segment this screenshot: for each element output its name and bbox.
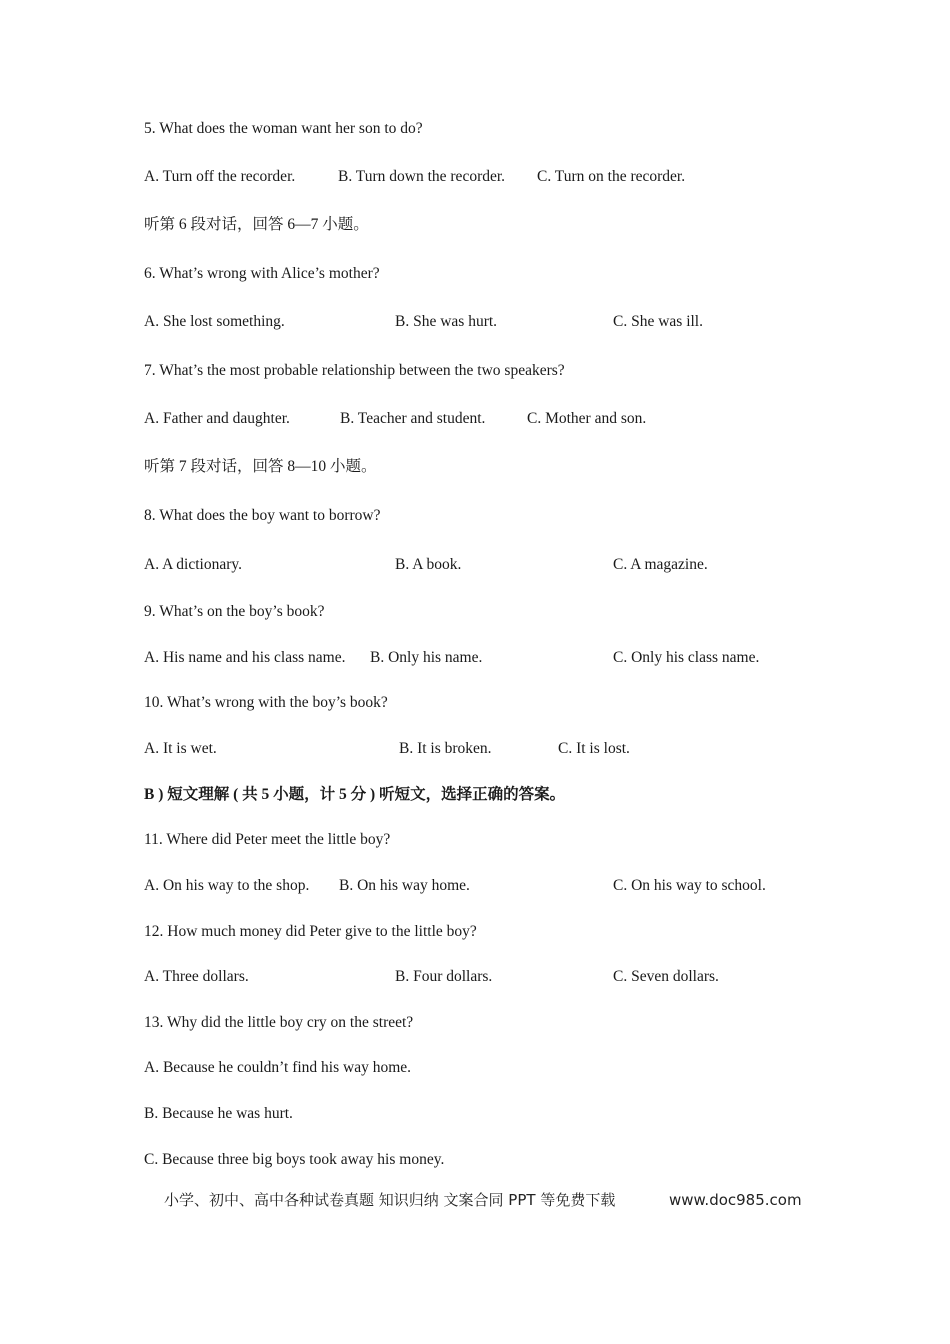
option-6a: A. She lost something. [144, 313, 285, 330]
option-6c: C. She was ill. [613, 313, 703, 330]
option-6b: B. She was hurt. [395, 313, 498, 330]
question-6: 6. What’s wrong with Alice’s mother? [144, 265, 380, 282]
question-5: 5. What does the woman want her son to do? [144, 120, 423, 137]
footer-url: www.doc985.com [669, 1191, 802, 1209]
question-11: 11. Where did Peter meet the little boy? [144, 831, 391, 848]
option-11c: C. On his way to school. [613, 877, 766, 894]
option-8a: A. A dictionary. [144, 556, 243, 573]
option-13c: C. Because three big boys took away his money. [144, 1151, 445, 1168]
question-13: 13. Why did the little boy cry on the street? [144, 1014, 414, 1031]
option-7a: A. Father and daughter. [144, 410, 290, 427]
option-10b: B. It is broken. [399, 740, 492, 757]
option-11b: B. On his way home. [339, 877, 470, 894]
option-5b: B. Turn down the recorder. [338, 168, 506, 185]
question-12: 12. How much money did Peter give to the little boy? [144, 923, 477, 940]
option-10c: C. It is lost. [558, 740, 630, 757]
option-12b: B. Four dollars. [395, 968, 493, 985]
question-8: 8. What does the boy want to borrow? [144, 507, 381, 524]
option-10a: A. It is wet. [144, 740, 217, 757]
option-8b: B. A book. [395, 556, 462, 573]
question-7: 7. What’s the most probable relationship between the two speakers? [144, 362, 565, 379]
footer-text: 小学、初中、高中各种试卷真题 知识归纳 文案合同 PPT 等免费下载 [164, 1191, 616, 1209]
option-9c: C. Only his class name. [613, 649, 760, 666]
option-5a: A. Turn off the recorder. [144, 168, 296, 185]
dialog-6-instruction: 听第 6 段对话，回答 6—7 小题。 [144, 216, 369, 233]
question-10: 10. What’s wrong with the boy’s book? [144, 694, 388, 711]
question-9: 9. What’s on the boy’s book? [144, 603, 325, 620]
option-9a: A. His name and his class name. [144, 649, 346, 666]
option-9b: B. Only his name. [370, 649, 483, 666]
option-7b: B. Teacher and student. [340, 410, 486, 427]
option-5c: C. Turn on the recorder. [537, 168, 686, 185]
option-8c: C. A magazine. [613, 556, 708, 573]
option-13b: B. Because he was hurt. [144, 1105, 293, 1122]
option-7c: C. Mother and son. [527, 410, 647, 427]
option-11a: A. On his way to the shop. [144, 877, 310, 894]
dialog-7-instruction: 听第 7 段对话，回答 8—10 小题。 [144, 458, 377, 475]
option-12c: C. Seven dollars. [613, 968, 719, 985]
page-footer [164, 1190, 802, 1210]
section-b-heading: B ) 短文理解 ( 共 5 小题，计 5 分 ) 听短文，选择正确的答案。 [144, 786, 566, 803]
option-13a: A. Because he couldn’t find his way home. [144, 1059, 412, 1076]
option-12a: A. Three dollars. [144, 968, 249, 985]
